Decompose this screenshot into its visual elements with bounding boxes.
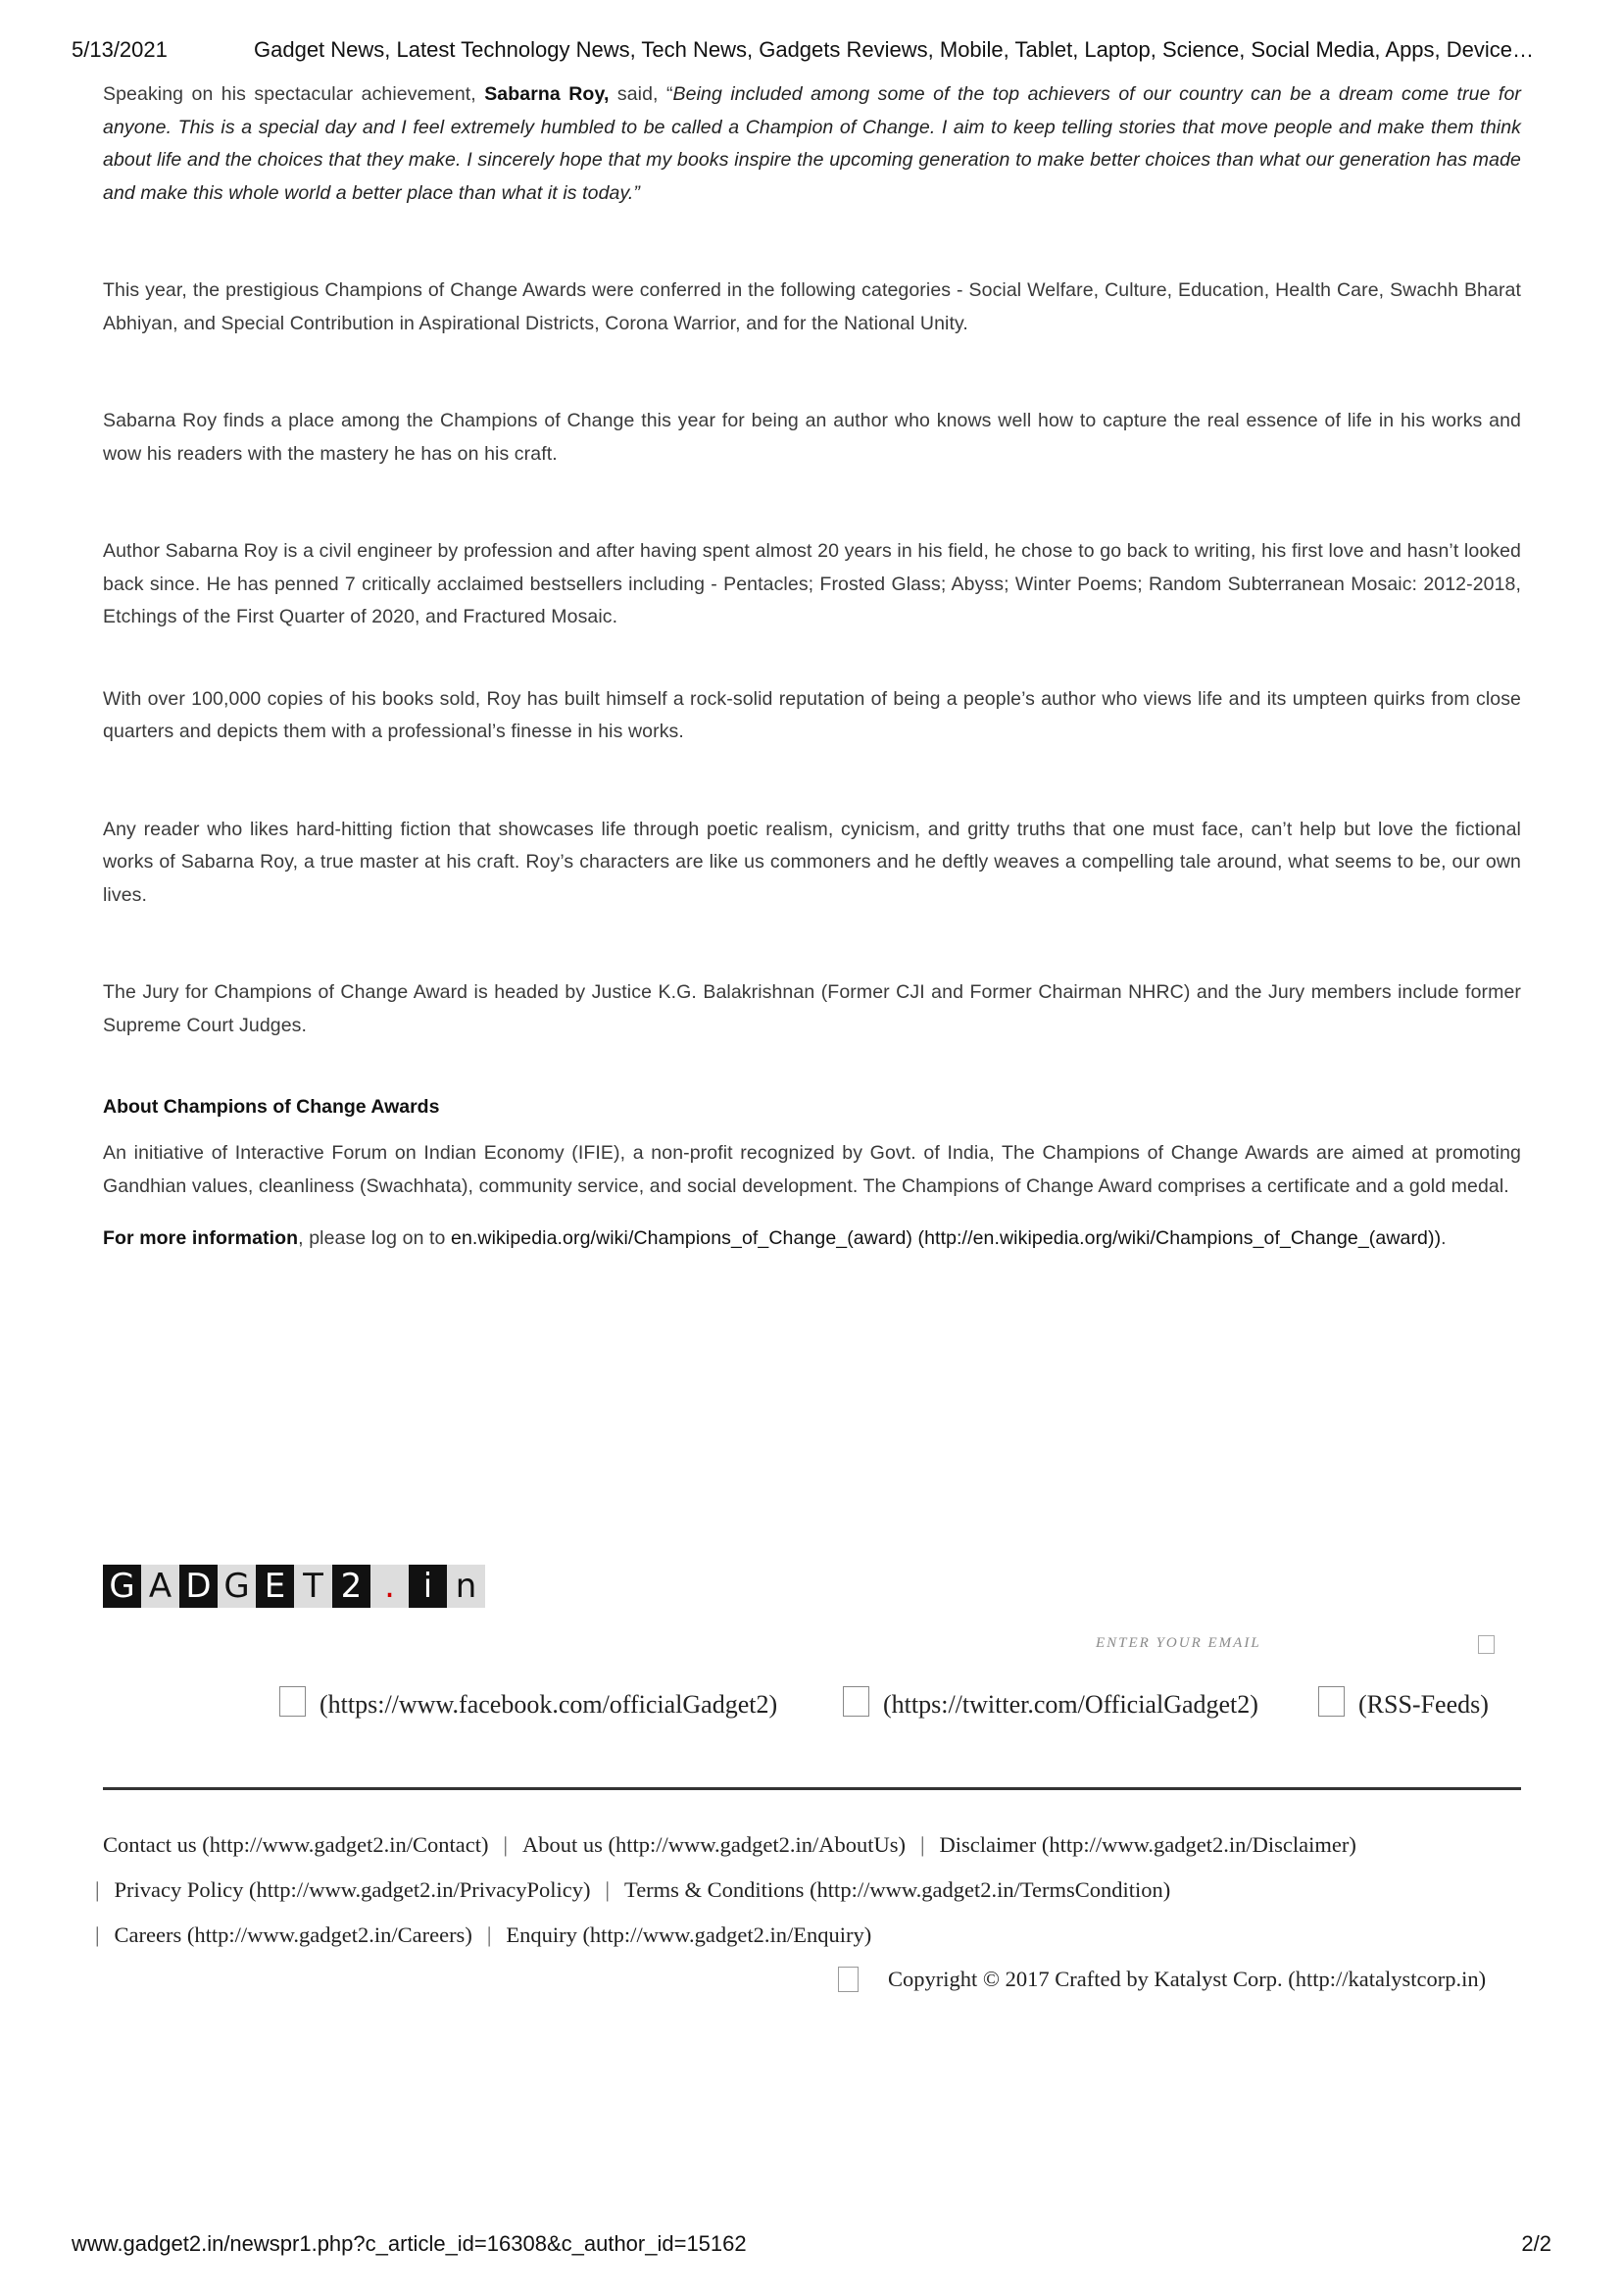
article-body [103, 78, 1521, 1256]
print-header [72, 37, 1551, 67]
logo-letter: D [179, 1565, 218, 1608]
print-page-title: Gadget News, Latest Technology News, Tech News, Gadgets Reviews, Mobile, Tablet, Laptop, Science, Social Media, Apps, Device… [254, 37, 1535, 62]
rss-link[interactable] [1318, 1690, 1489, 1720]
more-info-paragraph [103, 1223, 1521, 1256]
facebook-icon [279, 1686, 306, 1717]
logo-letter: A [141, 1565, 179, 1608]
footer-links-row-2 [95, 1877, 1171, 1903]
rss-link-label: (RSS-Feeds) [1358, 1690, 1489, 1719]
article-paragraph: Author Sabarna Roy is a civil engineer by profession and after having spent almost 20 years in his field, he chose to go back to writing, his first love and hasn’t looked back since. He has penned 7 critically acclaimed bestsellers including - Pentacles; Frosted Glass; Abyss; Winter Poems; Random Subterranean Mosaic: 2012-2018, Etchings of the First Quarter of 2020, and Fractured Mosaic. [103, 540, 1521, 627]
logo-letter: G [103, 1565, 141, 1608]
article-paragraph: This year, the prestigious Champions of Change Awards were conferred in the following categories - Social Welfare, Culture, Education, Health Care, Swachh Bharat Abhiyan, and Special Contribution in Aspirational Districts, Corona Warrior, and for the National Unity. [103, 279, 1521, 334]
email-input[interactable]: ENTER YOUR EMAIL [1096, 1635, 1261, 1651]
quote-author-name: Sabarna Roy, [484, 83, 610, 105]
footer-links-row-3 [95, 1922, 872, 1948]
twitter-icon [843, 1686, 869, 1717]
logo-letter: . [370, 1565, 409, 1608]
more-info-text: , please log on to [298, 1227, 452, 1249]
footer-link-contact[interactable]: Contact us (http://www.gadget2.in/Contact) [103, 1832, 489, 1857]
article-paragraph: Any reader who likes hard-hitting fiction that showcases life through poetic realism, cynicism, and gritty truths that one must face, can’t help but love the fictional works of Sabarna Roy, a true master at his craft. Roy’s characters are like us commoners and he deftly weaves a compelling tale around, what seems to be, our own lives. [103, 818, 1521, 906]
footer-links-row-1 [103, 1832, 1356, 1858]
footer-separator: | [503, 1832, 508, 1857]
footer-link-careers[interactable]: Careers (http://www.gadget2.in/Careers) [114, 1922, 472, 1947]
footer-link-enquiry[interactable]: Enquiry (http://www.gadget2.in/Enquiry) [506, 1922, 872, 1947]
facebook-link-label: (https://www.facebook.com/officialGadget2) [320, 1690, 778, 1719]
more-info-label: For more information [103, 1227, 299, 1249]
footer-link-terms[interactable]: Terms & Conditions (http://www.gadget2.in/TermsCondition) [624, 1877, 1171, 1902]
more-info-end: . [1441, 1227, 1447, 1249]
footer-link-privacy[interactable]: Privacy Policy (http://www.gadget2.in/PrivacyPolicy) [114, 1877, 591, 1902]
logo-letter: T [294, 1565, 332, 1608]
gadget2-logo[interactable] [103, 1565, 485, 1608]
print-page-number: 2/2 [1521, 2231, 1551, 2256]
wikipedia-link[interactable]: en.wikipedia.org/wiki/Champions_of_Change_(award) (http://en.wikipedia.org/wiki/Champions_of_Change_(award)) [451, 1227, 1442, 1249]
about-heading: About Champions of Change Awards [103, 1096, 440, 1118]
about-paragraph: An initiative of Interactive Forum on Indian Economy (IFIE), a non-profit recognized by Govt. of India, The Champions of Change Awards are aimed at promoting Gandhian values, cleanliness (Swachhata), community service, and social development. The Champions of Change Award comprises a certificate and a gold medal. [103, 1142, 1521, 1197]
print-url: www.gadget2.in/newspr1.php?c_article_id=16308&c_author_id=15162 [72, 2231, 747, 2256]
quote-said: said, “ [609, 83, 673, 105]
rss-icon [1318, 1686, 1345, 1717]
logo-letter: E [256, 1565, 294, 1608]
copyright [838, 1967, 1486, 1992]
footer-link-about[interactable]: About us (http://www.gadget2.in/AboutUs) [522, 1832, 907, 1857]
footer-divider [103, 1787, 1521, 1790]
email-submit-icon[interactable] [1478, 1635, 1495, 1654]
logo-letter: G [218, 1565, 256, 1608]
copyright-text[interactable]: Copyright © 2017 Crafted by Katalyst Corp. (http://katalystcorp.in) [888, 1967, 1487, 1991]
footer-link-disclaimer[interactable]: Disclaimer (http://www.gadget2.in/Disclaimer) [939, 1832, 1356, 1857]
article-paragraph: With over 100,000 copies of his books sold, Roy has built himself a rock-solid reputation of being a people’s author who views life and its umpteen quirks from close quarters and depicts them with a professional’s finesse in his works. [103, 687, 1521, 742]
logo-letter: 2 [332, 1565, 370, 1608]
article-paragraph: Sabarna Roy finds a place among the Champions of Change this year for being an author who knows well how to capture the real essence of life in his works and wow his readers with the mastery he has on his craft. [103, 410, 1521, 465]
copyright-logo-icon [838, 1967, 859, 1992]
footer-separator: | [486, 1922, 492, 1947]
footer-separator: | [95, 1922, 100, 1947]
footer-separator: | [920, 1832, 925, 1857]
quote-text: Being included among some of the top achievers of our country can be a dream come true for anyone. This is a special day and I feel extremely humbled to be called a Champion of Change. I aim to keep telling stories that move people and make them think about life and the choices that they make. I sincerely hope that my books inspire the upcoming generation to make better choices than what our generation has made and make this whole world a better place than what it is today.” [103, 83, 1521, 204]
facebook-link[interactable] [279, 1690, 777, 1720]
quote-lead: Speaking on his spectacular achievement, [103, 83, 485, 105]
print-date: 5/13/2021 [72, 37, 168, 62]
footer-separator: | [605, 1877, 611, 1902]
twitter-link[interactable] [843, 1690, 1258, 1720]
logo-letter: n [447, 1565, 485, 1608]
quote-paragraph [103, 78, 1521, 210]
article-paragraph: The Jury for Champions of Change Award is headed by Justice K.G. Balakrishnan (Former CJI and Former Chairman NHRC) and the Jury members include former Supreme Court Judges. [103, 981, 1521, 1036]
footer-separator: | [95, 1877, 100, 1902]
logo-letter: i [409, 1565, 447, 1608]
twitter-link-label: (https://twitter.com/OfficialGadget2) [883, 1690, 1258, 1719]
